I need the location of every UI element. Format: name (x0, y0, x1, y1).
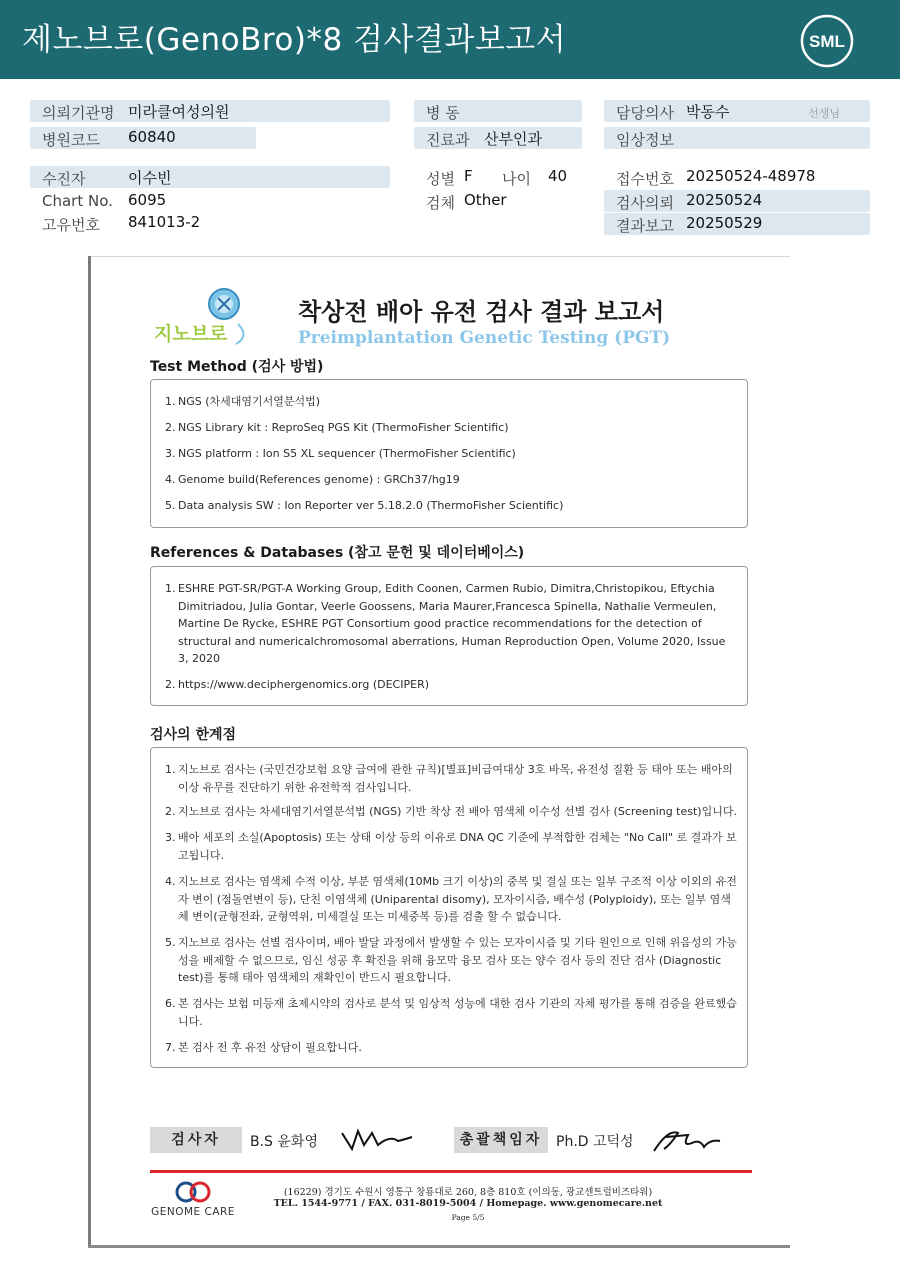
sml-logo (800, 14, 854, 68)
item-number: 1. (165, 395, 176, 408)
test-method-heading: Test Method (검사 방법) (150, 359, 324, 375)
report-title: 착상전 배아 유전 검사 결과 보고서 (298, 298, 665, 326)
item-number: 2. (165, 421, 176, 434)
tester-signature-icon (338, 1125, 416, 1155)
doctor-suffix: 선생님 (808, 107, 840, 120)
list-item (165, 445, 739, 463)
list-item (165, 676, 739, 694)
department-field (414, 127, 582, 149)
patient-name-label: 수진자 (42, 170, 86, 188)
report-date-field (604, 213, 870, 235)
page-bottom-edge (88, 1245, 790, 1248)
department-label: 진료과 (426, 131, 470, 149)
hospital-code-label: 병원코드 (42, 131, 100, 149)
sex-field (414, 166, 484, 188)
clinical-info-label: 임상정보 (616, 131, 674, 149)
institution-field (30, 100, 390, 122)
specimen-value: Other (464, 191, 507, 209)
item-number: 7. (165, 1041, 176, 1054)
list-item (165, 497, 739, 515)
limitations-box (150, 747, 748, 1068)
request-date-label: 검사의뢰 (616, 194, 674, 212)
item-text: 지노브로 검사는 차세대염기서열분석법 (NGS) 기반 착상 전 배아 염색체 이수성 선별 검사 (Screening test)입니다. (178, 805, 737, 818)
list-item (165, 803, 739, 821)
institution-label: 의뢰기관명 (42, 104, 115, 122)
doctor-label: 담당의사 (616, 104, 674, 122)
references-box (150, 566, 748, 706)
specimen-field (414, 190, 582, 212)
sex-label: 성별 (426, 170, 455, 188)
page-left-edge (88, 256, 91, 1248)
item-text: NGS (차세대염기서열분석법) (178, 395, 321, 408)
test-method-box (150, 379, 748, 528)
item-text: Genome build(References genome) : GRCh37/hg19 (178, 473, 460, 486)
item-number: 1. (165, 582, 176, 595)
list-item (165, 580, 739, 668)
list-item (165, 1039, 739, 1057)
tester-label: 검사자 (150, 1127, 242, 1153)
references-heading: References & Databases (참고 문헌 및 데이터베이스) (150, 545, 525, 561)
ward-field (414, 100, 582, 122)
list-item (165, 761, 739, 796)
list-item (165, 471, 739, 489)
item-text: 지노브로 검사는 선별 검사이며, 배아 발달 과정에서 발생할 수 있는 모자이시즘 및 기타 원인으로 인해 위음성의 가능성을 배제할 수 없으므로, 임신 성공 후 확진을 위해 융모막 융모 검사 또는 양수 검사 등의 진단 검사 (Diagnostic test)를 통해 태아 염색체의 재확인이 반드시 필요합니다. (178, 936, 737, 984)
genobro-logo (152, 284, 262, 346)
hospital-code-value: 60840 (128, 128, 176, 146)
genome-care-logo (148, 1180, 238, 1220)
list-item (165, 873, 739, 926)
unique-no-value: 841013-2 (128, 213, 201, 231)
page-number: Page 5/5 (451, 1213, 485, 1222)
list-item (165, 419, 739, 437)
clinical-info-field (604, 127, 870, 149)
chart-no-label: Chart No. (42, 192, 113, 210)
age-label: 나이 (502, 170, 531, 188)
signature-row (150, 1125, 770, 1155)
item-number: 2. (165, 805, 176, 818)
item-text: NGS Library kit : ReproSeq PGS Kit (ThermoFisher Scientific) (178, 421, 509, 434)
item-number: 2. (165, 678, 176, 691)
request-date-field (604, 190, 870, 212)
item-text: 본 검사 전 후 유전 상담이 필요합니다. (178, 1041, 362, 1054)
tester-name: B.S 윤화영 (250, 1134, 318, 1150)
patient-name-value: 이수빈 (128, 169, 172, 187)
report-subtitle: Preimplantation Genetic Testing (PGT) (298, 328, 671, 348)
item-text: NGS platform : Ion S5 XL sequencer (ThermoFisher Scientific) (178, 447, 516, 460)
limitations-heading: 검사의 한계점 (150, 727, 237, 743)
list-item (165, 934, 739, 987)
item-text: 본 검사는 보험 미등재 초제시약의 검사로 분석 및 임상적 성능에 대한 검사 기관의 자체 평가를 통해 검증을 완료했습니다. (178, 997, 737, 1028)
footer-address: (16229) 경기도 수원시 영통구 창룡대로 260, 8층 810호 (이의동, 광교센트럴비즈타워) (283, 1187, 653, 1198)
footer-contact: TEL. 1544-9771 / FAX. 031-8019-5004 / Homepage. www.genomecare.net (273, 1198, 663, 1209)
unique-no-label: 고유번호 (42, 216, 100, 234)
item-number: 3. (165, 831, 176, 844)
unique-no-field (30, 212, 390, 234)
item-number: 1. (165, 763, 176, 776)
item-text: 지노브로 검사는 염색체 수적 이상, 부분 염색체(10Mb 크기 이상)의 중복 및 결실 또는 일부 구조적 이상 이외의 유전자 변이 (점돌연변이 등), 단친 이염색체 (Uniparental disomy), 모자이시즘, 배수성 (Polyploidy), 또는 일부 염색체 변이(균형전좌, 균형역위, 미세결실 또는 미세중복 등)를 검출 할 수 없습니다. (178, 875, 737, 923)
specimen-label: 검체 (426, 194, 455, 212)
ward-label: 병 동 (426, 104, 460, 122)
director-label: 총괄책임자 (454, 1127, 548, 1153)
svg-text:SML: SML (809, 32, 845, 51)
item-number: 4. (165, 473, 176, 486)
list-item (165, 393, 739, 411)
age-field (490, 166, 582, 188)
report-page (88, 256, 790, 1248)
institution-value: 미라클여성의원 (128, 103, 230, 121)
item-number: 6. (165, 997, 176, 1010)
director-name: Ph.D 고덕성 (556, 1134, 634, 1150)
header-bar (0, 0, 900, 79)
item-number: 5. (165, 936, 176, 949)
department-value: 산부인과 (484, 130, 542, 148)
svg-text:지노브로: 지노브로 (154, 323, 228, 345)
item-text: Data analysis SW : Ion Reporter ver 5.18.2.0 (ThermoFisher Scientific) (178, 499, 564, 512)
doctor-field (604, 100, 870, 122)
page-top-edge (88, 256, 790, 257)
age-value: 40 (548, 167, 568, 185)
list-item (165, 995, 739, 1030)
report-date-value: 20250529 (686, 214, 763, 232)
doctor-value: 박동수 (686, 103, 730, 121)
list-item (165, 829, 739, 864)
item-number: 4. (165, 875, 176, 888)
item-text: https://www.deciphergenomics.org (DECIPER) (178, 678, 430, 691)
item-number: 5. (165, 499, 176, 512)
item-number: 3. (165, 447, 176, 460)
genome-care-text: GENOME CARE (151, 1206, 235, 1218)
page-title: 제노브로(GenoBro)*8 검사결과보고서 (22, 22, 567, 58)
sex-value: F (464, 167, 473, 185)
receipt-no-value: 20250524-48978 (686, 167, 816, 185)
item-text: 배아 세포의 소실(Apoptosis) 또는 상태 이상 등의 이유로 DNA QC 기준에 부적합한 검체는 "No Call" 로 결과가 보고됩니다. (178, 831, 737, 862)
chart-no-value: 6095 (128, 191, 167, 209)
hospital-code-field (30, 127, 256, 149)
chart-no-field (30, 190, 390, 212)
footer-divider (150, 1170, 752, 1173)
request-date-value: 20250524 (686, 191, 763, 209)
report-date-label: 결과보고 (616, 217, 674, 235)
receipt-no-field (604, 166, 870, 188)
receipt-no-label: 접수번호 (616, 170, 674, 188)
patient-name-field (30, 166, 390, 188)
director-signature-icon (648, 1125, 726, 1155)
item-text: ESHRE PGT-SR/PGT-A Working Group, Edith Coonen, Carmen Rubio, Dimitra,Christopikou, Eftychia Dimitriadou, Julia Gontar, Veerle Goossens, Maria Maurer,Francesca Spinella, Nathalie Vermeulen, Martine De Rycke, ESHRE PGT Consortium good practice recommendations for the detection of structural and numericalchromosomal aberrations, Human Reproduction Open, Volume 2020, Issue 3, 2020 (178, 582, 726, 665)
item-text: 지노브로 검사는 (국민건강보험 요양 급여에 관한 규칙)[별표]비급여대상 3호 바목, 유전성 질환 등 태아 또는 배아의 이상 유무를 진단하기 위한 유전학적 검사입니다. (178, 763, 733, 794)
